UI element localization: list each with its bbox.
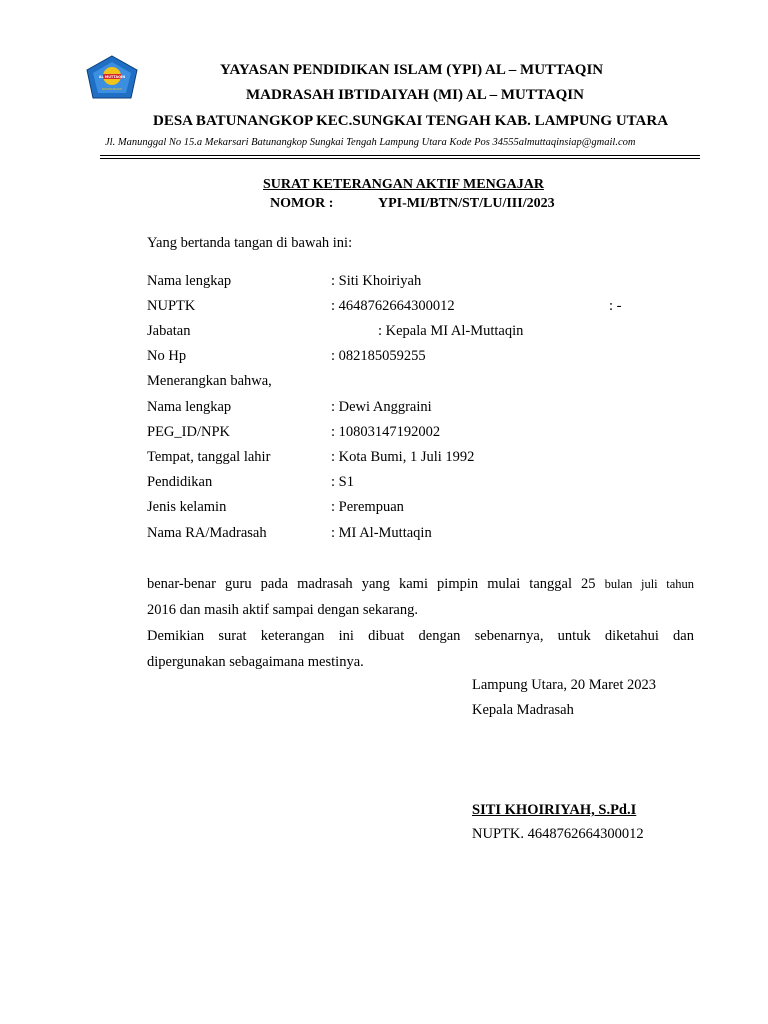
letter-number-label: NOMOR : [270,196,334,211]
subject-madrasah-label: Nama RA/Madrasah [147,525,267,541]
closing-line-2: dipergunakan sebagaimana mestinya. [147,654,364,670]
subject-gender-label: Jenis kelamin [147,499,227,515]
statement-line-1: benar-benar guru pada madrasah yang kami pimpin mulai tanggal 25 bulan juli tahun [147,576,694,592]
madrasah-logo [85,54,139,102]
letter-title: SURAT KETERANGAN AKTIF MENGAJAR [263,177,544,192]
signer-nuptk-extra: : - [609,298,622,314]
statement-line-2: 2016 dan masih aktif sampai dengan sekarang. [147,602,418,618]
header-madrasah-name: MADRASAH IBTIDAIYAH (MI) AL – MUTTAQIN [246,87,584,103]
subject-education-value: : S1 [331,474,354,490]
subject-name-label: Nama lengkap [147,399,232,415]
signer-name-value: : Siti Khoiriyah [331,273,422,289]
subject-birth-label: Tempat, tanggal lahir [147,449,271,465]
header-address: Jl. Manunggal No 15.a Mekarsari Batunangkop Sungkai Tengah Lampung Utara Kode Pos 34555almuttaqinsiap@gmail.com [105,137,636,148]
header-foundation-name: YAYASAN PENDIDIKAN ISLAM (YPI) AL – MUTTAQIN [220,62,604,78]
header-divider-thick [100,158,700,159]
signer-phone-value: : 082185059255 [331,348,426,364]
signature-name: SITI KHOIRIYAH, S.Pd.I [472,802,637,818]
subject-peg-label: PEG_ID/NPK [147,424,230,440]
subject-peg-value: : 10803147192002 [331,424,441,440]
subject-birth-value: : Kota Bumi, 1 Juli 1992 [331,449,475,465]
signer-phone-label: No Hp [147,348,187,364]
statement-paragraph [147,571,694,623]
subject-madrasah-value: : MI Al-Muttaqin [331,525,432,541]
closing-paragraph [147,623,694,675]
closing-line-1: Demikian surat keterangan ini dibuat dengan sebenarnya, untuk diketahui dan [147,628,694,644]
signer-nuptk-value: : 4648762664300012 [331,298,455,314]
svg-text:AL MUTTAQIN: AL MUTTAQIN [98,75,126,79]
subject-education-label: Pendidikan [147,474,213,490]
signer-position-title: Kepala Madrasah [472,702,574,718]
header-divider [100,155,700,156]
header-location: DESA BATUNANGKOP KEC.SUNGKAI TENGAH KAB. LAMPUNG UTARA [153,113,669,129]
signer-position-value: : Kepala MI Al-Muttaqin [378,323,524,339]
signer-position-label: Jabatan [147,323,191,339]
intro-text: Yang bertanda tangan di bawah ini: [147,235,353,251]
subject-name-value: : Dewi Anggraini [331,399,432,415]
letter-number-value: YPI-MI/BTN/ST/LU/III/2023 [378,196,555,211]
subject-gender-value: : Perempuan [331,499,404,515]
signer-nuptk-label: NUPTK [147,298,196,314]
signer-name-label: Nama lengkap [147,273,232,289]
menerangkan-text: Menerangkan bahwa, [147,373,272,389]
signature-nuptk: NUPTK. 4648762664300012 [472,826,644,842]
svg-text:BATUNANGKOP: BATUNANGKOP [102,88,122,91]
place-date: Lampung Utara, 20 Maret 2023 [472,677,657,693]
